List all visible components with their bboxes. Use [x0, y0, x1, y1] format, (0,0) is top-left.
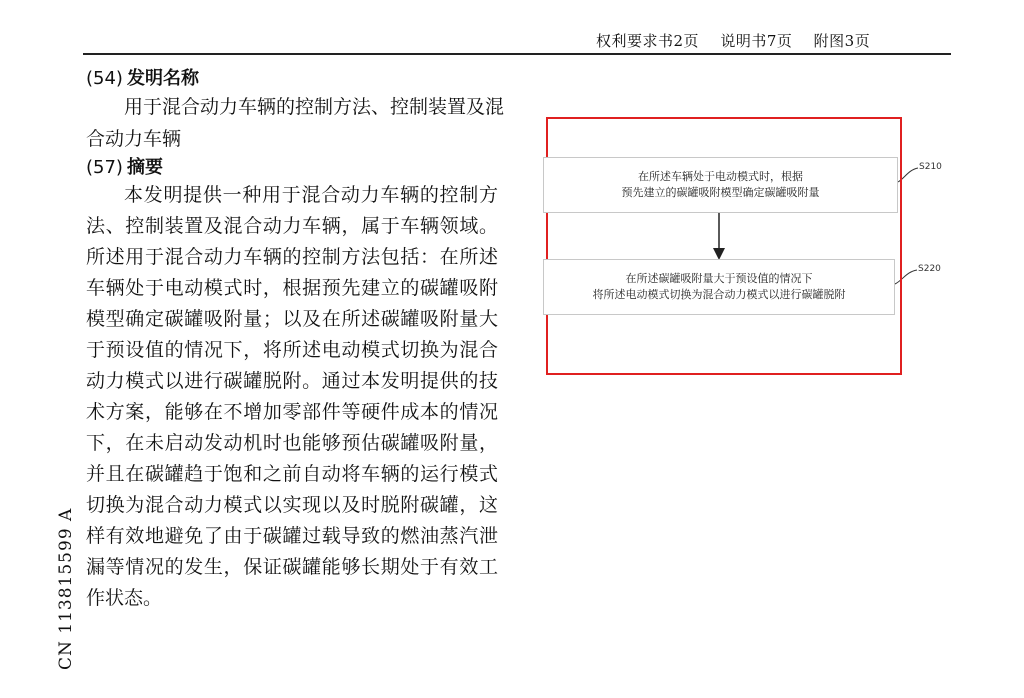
abstract-section-code: (57): [86, 157, 123, 178]
abstract-section-label: 摘要: [126, 157, 163, 178]
drawing-page-count: 附图3页: [813, 32, 871, 50]
title-section-code: (54): [86, 68, 123, 89]
flowchart-step-s210: [543, 157, 898, 213]
publication-number: CN 113815599 A: [56, 507, 76, 670]
title-section-label: 发明名称: [126, 68, 199, 89]
claims-page-count: 权利要求书2页: [596, 32, 700, 50]
step-label-s210: S210: [919, 162, 942, 172]
step-s220-line1: 在所述碳罐吸附量大于预设值的情况下: [625, 272, 813, 285]
flowchart-highlight-frame: [546, 117, 902, 375]
step-s210-line2: 预先建立的碳罐吸附模型确定碳罐吸附量: [621, 186, 820, 199]
flowchart-step-s220: [543, 259, 895, 315]
abstract-text: 本发明提供一种用于混合动力车辆的控制方法、控制装置及混合动力车辆，属于车辆领域。所述用于混合动力车辆的控制方法包括：在所述车辆处于电动模式时，根据预先建立的碳罐吸附模型确定碳罐吸附量；以及在所述碳罐吸附量大于预设值的情况下，将所述电动模式切换为混合动力模式以进行碳罐脱附。通过本发明提供的技术方案，能够在不增加零部件等硬件成本的情况下，在未启动发动机时也能够预估碳罐吸附量，并且在碳罐趋于饱和之前自动将车辆的运行模式切换为混合动力模式以实现以及时脱附碳罐，这样有效地避免了由于碳罐过载导致的燃油蒸汽泄漏等情况的发生，保证碳罐能够长期处于有效工作状态。: [86, 184, 498, 609]
step-s210-line1: 在所述车辆处于电动模式时，根据: [638, 170, 803, 183]
description-page-count: 说明书7页: [720, 32, 793, 50]
step-s220-line2: 将所述电动模式切换为混合动力模式以进行碳罐脱附: [592, 288, 846, 301]
invention-title: 用于混合动力车辆的控制方法、控制装置及混合动力车辆: [86, 96, 505, 150]
step-label-s220: S220: [918, 264, 941, 274]
